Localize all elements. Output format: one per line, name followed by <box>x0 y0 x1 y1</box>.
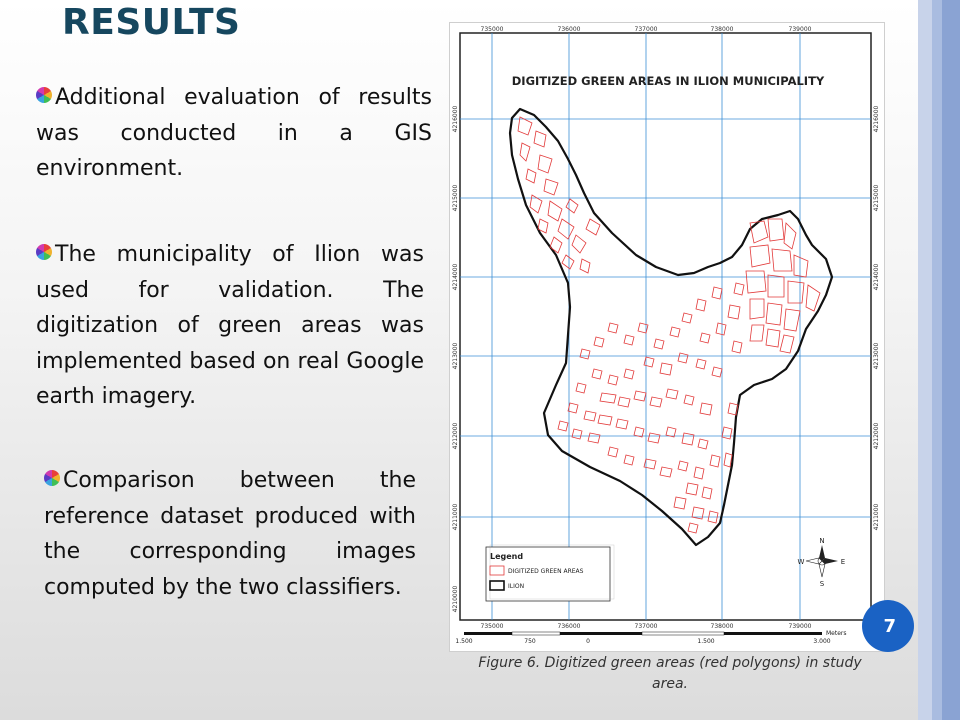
top-tick-label: 736000 <box>557 26 581 33</box>
bottom-tick-label: 739000 <box>788 623 812 630</box>
map-title: DIGITIZED GREEN AREAS IN ILION MUNICIPALITY <box>511 74 825 88</box>
right-tick-label: 4213000 <box>873 342 880 370</box>
left-tick-label: 4216000 <box>452 105 459 133</box>
scale-label: 750 <box>524 638 536 645</box>
scale-label: 3.000 <box>813 638 831 645</box>
bottom-tick-label: 735000 <box>480 623 504 630</box>
scale-unit: Meters <box>826 630 847 637</box>
bullet-text-2: The municipality of Ilion was used for validation. The digitization of green areas was implemented based on real Google earth imagery. <box>36 242 424 409</box>
right-tick-label: 4216000 <box>873 105 880 133</box>
map-svg <box>450 23 884 651</box>
scale-label: 0 <box>586 638 590 645</box>
bottom-tick-label: 738000 <box>710 623 734 630</box>
top-tick-label: 737000 <box>634 26 658 33</box>
legend-swatch-ilion <box>490 581 504 590</box>
figure-caption: Figure 6. Digitized green areas (red polygons) in study area. <box>478 655 862 692</box>
north-label: N <box>819 537 825 545</box>
right-decoration-band <box>918 0 960 720</box>
bottom-tick-label: 737000 <box>634 623 658 630</box>
top-tick-label: 738000 <box>710 26 734 33</box>
bullet-icon <box>44 470 60 486</box>
bullet-point-3 <box>44 463 416 605</box>
legend-swatch-green-areas <box>490 566 504 575</box>
left-tick-label: 4213000 <box>452 342 459 370</box>
scale-bar <box>455 630 846 645</box>
bullet-text-1: Additional evaluation of results was conducted in a GIS environment. <box>36 85 432 181</box>
legend-item-green-areas: DIGITIZED GREEN AREAS <box>508 568 584 575</box>
bottom-tick-label: 736000 <box>557 623 581 630</box>
legend-title: Legend <box>490 552 524 561</box>
south-label: S <box>819 580 825 588</box>
legend-item-ilion: ILION <box>508 583 525 590</box>
top-tick-label: 739000 <box>788 26 812 33</box>
west-label: W <box>797 558 805 566</box>
left-tick-label: 4211000 <box>452 503 459 531</box>
right-tick-label: 4215000 <box>873 184 880 212</box>
map-neatline <box>460 33 871 620</box>
map-figure <box>449 22 885 652</box>
left-tick-label: 4214000 <box>452 263 459 291</box>
right-tick-label: 4214000 <box>873 263 880 291</box>
left-tick-label: 4210000 <box>452 585 459 613</box>
slide-title: RESULTS <box>62 2 241 43</box>
left-tick-label: 4212000 <box>452 422 459 450</box>
bullet-icon <box>36 87 52 103</box>
map-legend <box>486 545 614 601</box>
right-tick-label: 4212000 <box>873 422 880 450</box>
page-number-badge: 7 <box>862 600 914 652</box>
east-label: E <box>840 558 846 566</box>
bullet-icon <box>36 244 52 260</box>
left-tick-label: 4215000 <box>452 184 459 212</box>
bullet-point-1 <box>36 80 432 187</box>
bullet-point-2 <box>36 237 424 415</box>
bullet-text-3: Comparison between the reference dataset produced with the corresponding images computed by the two classifiers. <box>44 468 416 600</box>
top-tick-label: 735000 <box>480 26 504 33</box>
scale-label: 1.500 <box>455 638 473 645</box>
scale-label: 1.500 <box>697 638 715 645</box>
right-tick-label: 4211000 <box>873 503 880 531</box>
